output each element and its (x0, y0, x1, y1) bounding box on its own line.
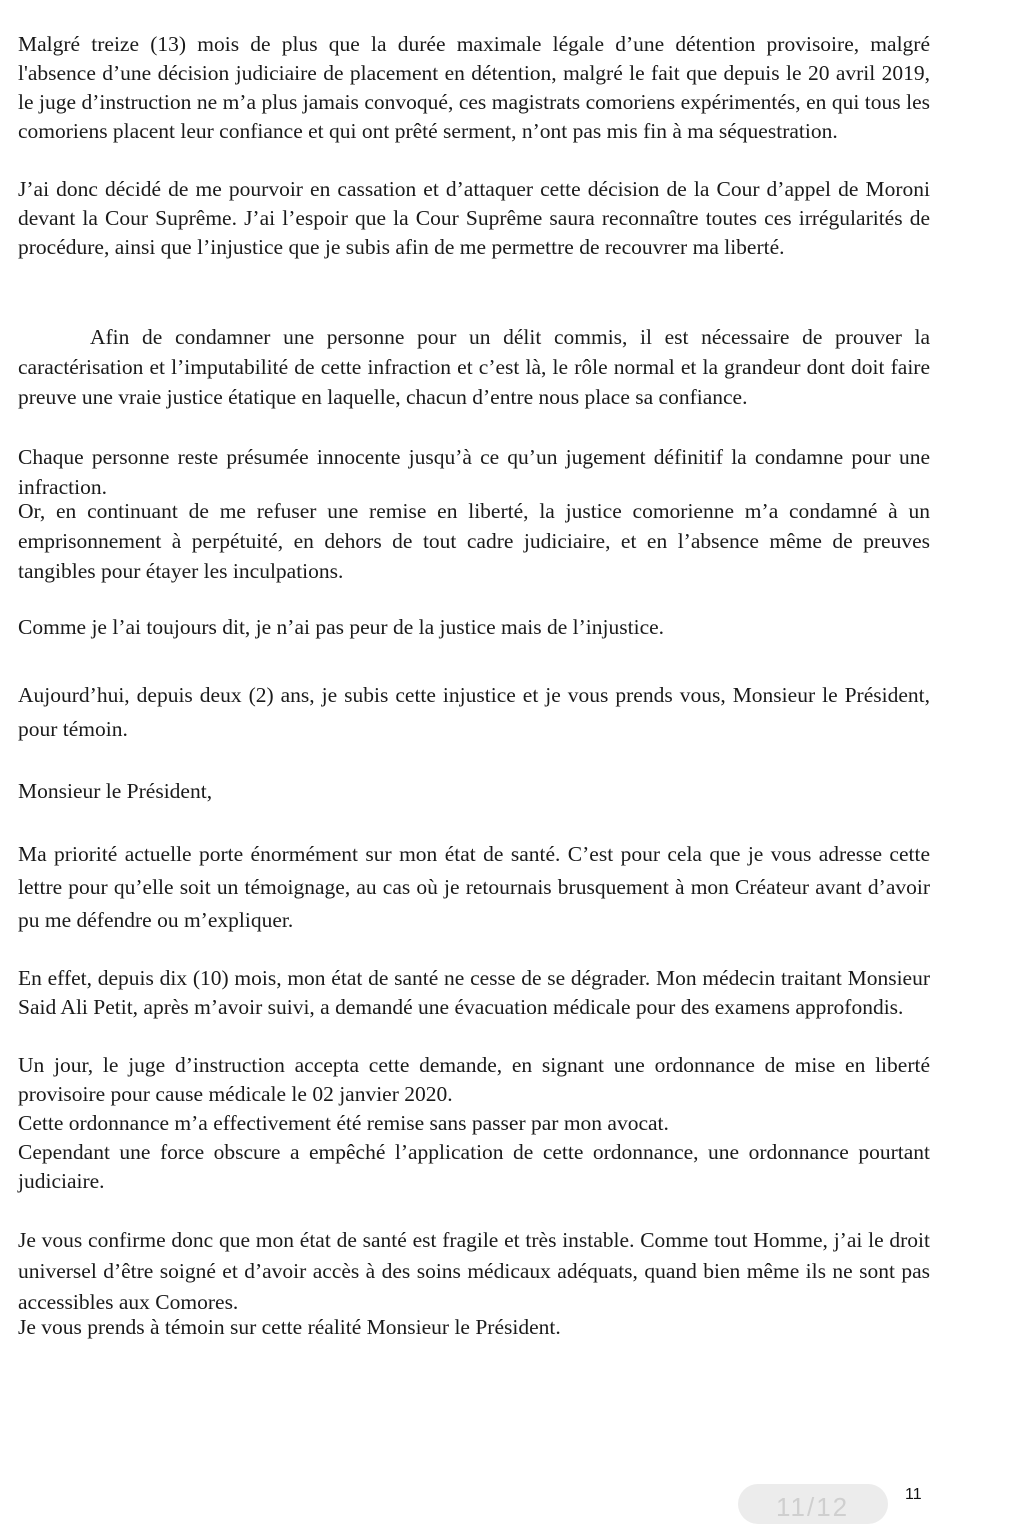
paragraph-cassation: J’ai donc décidé de me pourvoir en cassation et d’attaquer cette décision de la Cour d’appel de Moroni devant la Cour Suprême. J’ai l’espoir que la Cour Suprême saura reconnaître toutes ces irrégularités de procédure, ainsi que l’injustice que je subis afin de me permettre de recouvrer ma liberté. (18, 177, 930, 259)
page-number: 11 (905, 1486, 922, 1503)
paragraph-force-obscure: Cependant une force obscure a empêché l’application de cette ordonnance, une ordonnance pourtant judiciaire. (18, 1140, 930, 1193)
paragraph-ordonnance: Un jour, le juge d’instruction accepta cette demande, en signant une ordonnance de mise en liberté provisoire pour cause médicale le 02 janvier 2020. (18, 1053, 930, 1106)
paragraph-sante-degradation: En effet, depuis dix (10) mois, mon état de santé ne cesse de se dégrader. Mon médecin traitant Monsieur Said Ali Petit, après m’avoir suivi, a demandé une évacuation médicale pour des examens approfondis. (18, 966, 930, 1019)
paragraph-remise-en-liberte: Or, en continuant de me refuser une remise en liberté, la justice comorienne m’a condamné à un emprisonnement à perpétuité, en dehors de tout cadre judiciaire, et en l’absence même de preuves tangibles pour étayer les inculpations. (18, 499, 930, 583)
paragraph-temoin: Aujourd’hui, depuis deux (2) ans, je subis cette injustice et je vous prends vous, Monsieur le Président, pour témoin. (18, 683, 930, 741)
paragraph-condamner: Afin de condamner une personne pour un délit commis, il est nécessaire de prouver la caractérisation et l’imputabilité de cette infraction et c’est là, le rôle normal et la grandeur dont doit faire preuve une vraie justice étatique en laquelle, chacun d’entre nous place sa confiance. (18, 325, 930, 409)
paragraph-peur-injustice: Comme je l’ai toujours dit, je n’ai pas peur de la justice mais de l’injustice. (18, 615, 665, 639)
paragraph-presumee-innocente: Chaque personne reste présumée innocente jusqu’à ce qu’un jugement définitif la condamne pour une infraction. (18, 445, 930, 499)
page-indicator[interactable] (738, 1484, 888, 1524)
page-indicator-label: 11/12 (776, 1492, 850, 1522)
paragraph-sante-priorite: Ma priorité actuelle porte énormément sur mon état de santé. C’est pour cela que je vous adresse cette lettre pour qu’elle soit un témoignage, au cas où je retournais brusquement à mon Créateur avant d’avoir pu me défendre ou m’expliquer. (18, 842, 930, 932)
paragraph-temoin-final: Je vous prends à témoin sur cette réalité Monsieur le Président. (18, 1315, 561, 1339)
paragraph-ordonnance-remise: Cette ordonnance m’a effectivement été remise sans passer par mon avocat. (18, 1111, 669, 1135)
paragraph-detention: Malgré treize (13) mois de plus que la durée maximale légale d’une détention provisoire, malgré l'absence d’une décision judiciaire de placement en détention, malgré le fait que depuis le 20 avril 2019, le juge d’instruction ne m’a plus jamais convoqué, ces magistrats comoriens expérimentés, en qui tous les comoriens placent leur confiance et qui ont prêté serment, n’ont pas mis fin à ma séquestration. (18, 32, 930, 143)
paragraph-sante-fragile: Je vous confirme donc que mon état de santé est fragile et très instable. Comme tout Homme, j’ai le droit universel d’être soigné et d’avoir accès à des soins médicaux adéquats, quand bien même ils ne sont pas accessibles aux Comores. (18, 1228, 930, 1314)
salutation: Monsieur le Président, (18, 779, 213, 803)
